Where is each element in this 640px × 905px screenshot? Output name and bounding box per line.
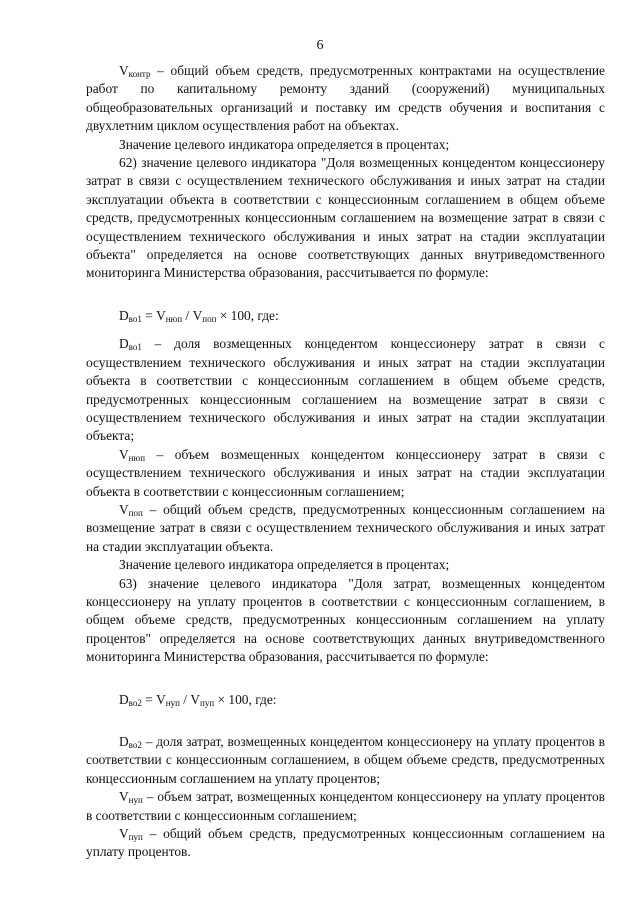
indicator-note: Значение целевого индикатора определяется в процентах; bbox=[119, 557, 450, 573]
definition-d-vo1: $D_{во1}$ – доля возмещенных концедентом концессионеру затрат в связи с осуществлением технического обслуживания и иных затрат на стадии эксплуатации объекта в соответствии с концессионным соглашением в общем объеме средств, предусмотренных концессионным соглашением на возмещение затрат в связи с осуществлением технического обслуживания и иных затрат на стадии эксплуатации объекта; bbox=[86, 336, 605, 444]
formula-dvo1: $D_{во1} = V_{нюп} / V_{поп} \times 100$, где: bbox=[119, 307, 279, 324]
item-62: 62) значение целевого индикатора "Доля возмещенных концедентом концессионеру затрат в связи с осуществлением технического обслуживания и иных затрат на стадии эксплуатации объекта в соответствии с концессионным соглашением в общем объеме средств, предусмотренных концессионным соглашением на возмещение затрат в связи с осуществлением технического обслуживания и иных затрат на стадии эксплуатации объекта" определяется на основе соответствующих данных внутриведомственного мониторинга Министерства образования, рассчитывается по формуле: bbox=[86, 155, 605, 281]
page-number: 6 bbox=[316, 38, 324, 53]
document-body bbox=[86, 62, 605, 862]
definition-d-vo2: $D_{во2}$ – доля затрат, возмещенных концедентом концессионеру на уплату процентов в соответствии с концессионным соглашением, в общем объеме средств, предусмотренных концессионным соглашением на уплату процентов; bbox=[86, 734, 605, 786]
definition-v-pup: $V_{пуп}$ – общий объем средств, предусмотренных концессионным соглашением на уплату процентов. bbox=[86, 826, 605, 860]
definition-v-pop: $V_{поп}$ – общий объем средств, предусмотренных концессионным соглашением на возмещение затрат в связи с осуществлением технического обслуживания и иных затрат на стадии эксплуатации объекта. bbox=[86, 501, 605, 554]
item-63: 63) значение целевого индикатора "Доля затрат, возмещенных концедентом концессионеру на уплату процентов в соответствии с концессионным соглашением, в общем объеме средств, предусмотренных концессионным соглашением на уплату процентов" определяется на основе соответствующих данных внутриведомственного мониторинга Министерства образования, рассчитывается по формуле: bbox=[86, 575, 605, 665]
definition-v-nup: $V_{нуп}$ – объем затрат, возмещенных концедентом концессионеру на уплату процентов в соответствии с концессионным соглашением; bbox=[86, 789, 605, 823]
formula-dvo2: $D_{во2} = V_{нуп} / V_{пуп} \times 100$, где: bbox=[119, 691, 277, 708]
definition-v-kontr: $V_{контр}$ – общий объем средств, предусмотренных контрактами на осуществление работ по капитальному ремонту зданий (сооружений) муниципальных общеобразовательных организаций и поставку им средств обучения и воспитания с двухлетним циклом осуществления работ на объектах. bbox=[86, 63, 605, 134]
definition-v-nop: $V_{нюп}$ – объем возмещенных концедентом концессионеру затрат в связи с осуществлением технического обслуживания и иных затрат на стадии эксплуатации объекта в соответствии с концессионным соглашением; bbox=[86, 446, 605, 499]
indicator-note: Значение целевого индикатора определяется в процентах; bbox=[119, 136, 450, 152]
